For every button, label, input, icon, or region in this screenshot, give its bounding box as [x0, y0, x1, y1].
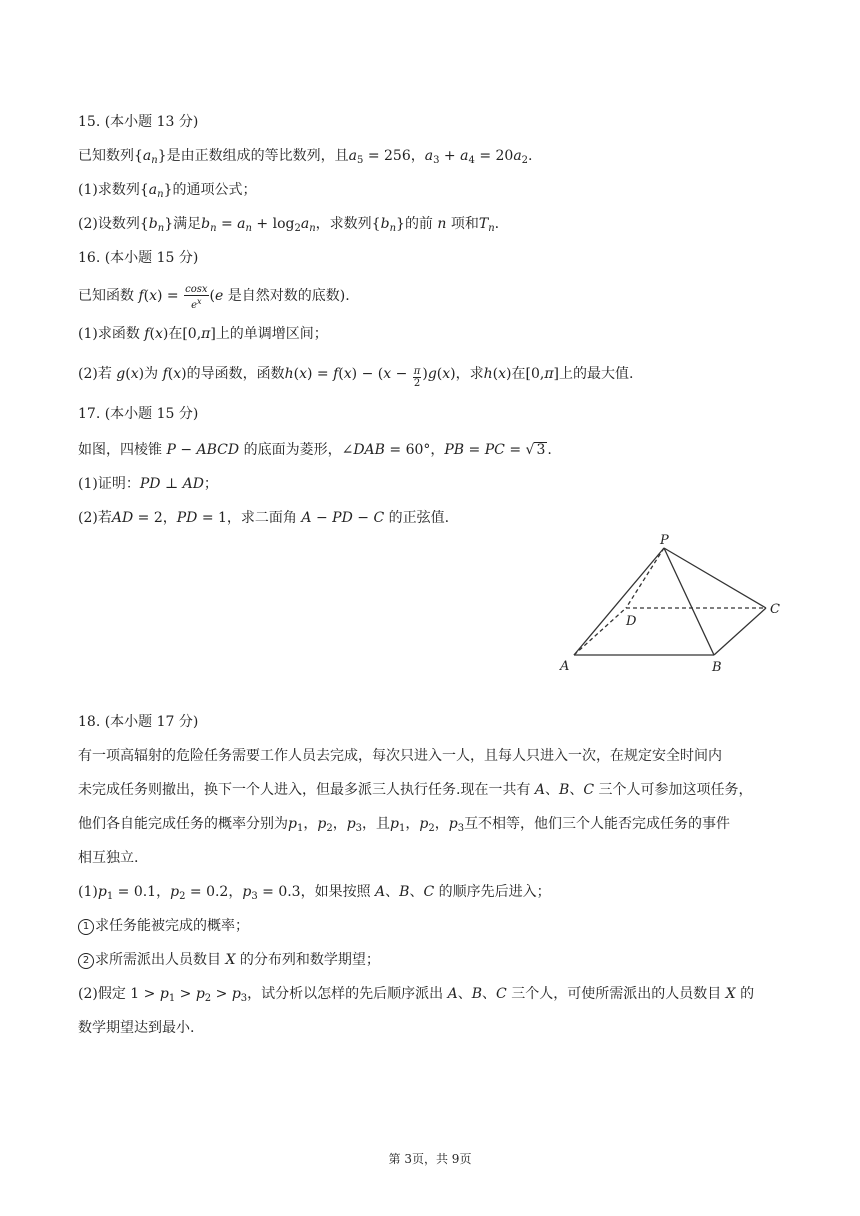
q18-para3: 他们各自能完成任务的概率分别为$p_1$，$p_2$，$p_3$，且$p_1$，$p_2$，$p_3$互不相等，他们三个人能否完成任务的事件	[78, 816, 731, 834]
label-d: D	[626, 614, 637, 629]
label-c: C	[770, 602, 780, 617]
edge-bc	[714, 608, 766, 655]
q18-part1: $(1)p_1 = 0.1$，$p_2 = 0.2$，$p_3 = 0.3$，如果按照 A、B、C 的顺序先后进入；	[78, 884, 551, 902]
q15-stem: 已知数列$\{a_n\}$是由正数组成的等比数列，且$a_5 = 256$，$a_3 + a_4 = 20a_2$.	[78, 148, 533, 166]
q16-stem: 已知函数 f(x) = $\frac{\cos x}{e^x}$ (e 是自然对数的底数).	[78, 284, 350, 311]
q15-part2: (2)设数列$\{b_n\}$满足$b_n = a_n + \log_2a_n$，求数列$\{b_n\}$的前 n 项和$T_n$.	[78, 216, 500, 234]
q16-part2: (2)若 g(x)为 f(x)的导函数，函数h(x) = f(x) − (x − $\frac{\pi}{2}$ )g(x)，求h(x)在[0,π]上的最大值.	[78, 366, 634, 389]
label-a: A	[560, 659, 570, 674]
edge-pd	[626, 548, 664, 608]
q18-sub2: 2 求所需派出人员数目 X 的分布列和数学期望；	[78, 950, 380, 970]
edge-pc	[664, 548, 766, 608]
label-p: P	[660, 533, 669, 548]
edge-pa	[574, 548, 664, 655]
page-footer: 第 3页，共 9页	[388, 1152, 472, 1166]
q16-part1: (1)求函数 f(x)在[0,π]上的单调增区间；	[78, 326, 328, 342]
edge-pb	[664, 548, 714, 655]
q17-stem: 如图，四棱锥 P − ABCD 的底面为菱形，∠DAB = 60°，PB = PC = √ 3 .	[78, 442, 552, 458]
q17-part2: (2)若AD = 2，PD = 1，求二面角 A − PD − C 的正弦值.	[78, 510, 450, 526]
q18-sub1: 1 求任务能被完成的概率；	[78, 916, 249, 936]
q18-para1: 有一项高辐射的危险任务需要工作人员去完成，每次只进入一人，且每人只进入一次，在规定安全时间内	[78, 748, 722, 764]
label-b: B	[712, 660, 722, 675]
q18-part2-line2: 数学期望达到最小.	[78, 1020, 195, 1036]
q15-header: 15. (本小题 13 分)	[78, 114, 199, 130]
q18-para2: 未完成任务则撤出，换下一个人进入，但最多派三人执行任务.现在一共有 A、B、C 三个人可参加这项任务，	[78, 782, 753, 798]
pyramid-figure	[556, 530, 786, 680]
edge-ad	[574, 608, 626, 655]
q17-part1: (1)证明：PD ⊥ AD；	[78, 476, 218, 492]
q18-para4: 相互独立.	[78, 850, 139, 866]
q18-header: 18. (本小题 17 分)	[78, 714, 199, 730]
q17-header: 17. (本小题 15 分)	[78, 406, 199, 422]
q16-header: 16. (本小题 15 分)	[78, 250, 199, 266]
q15-part1: (1)求数列$\{a_n\}$的通项公式；	[78, 182, 257, 200]
q18-part2: (2)假定 $1 > p_1 > p_2 > p_3$，试分析以怎样的先后顺序派出 A、B、C 三个人，可使所需派出的人员数目 X 的	[78, 986, 755, 1004]
